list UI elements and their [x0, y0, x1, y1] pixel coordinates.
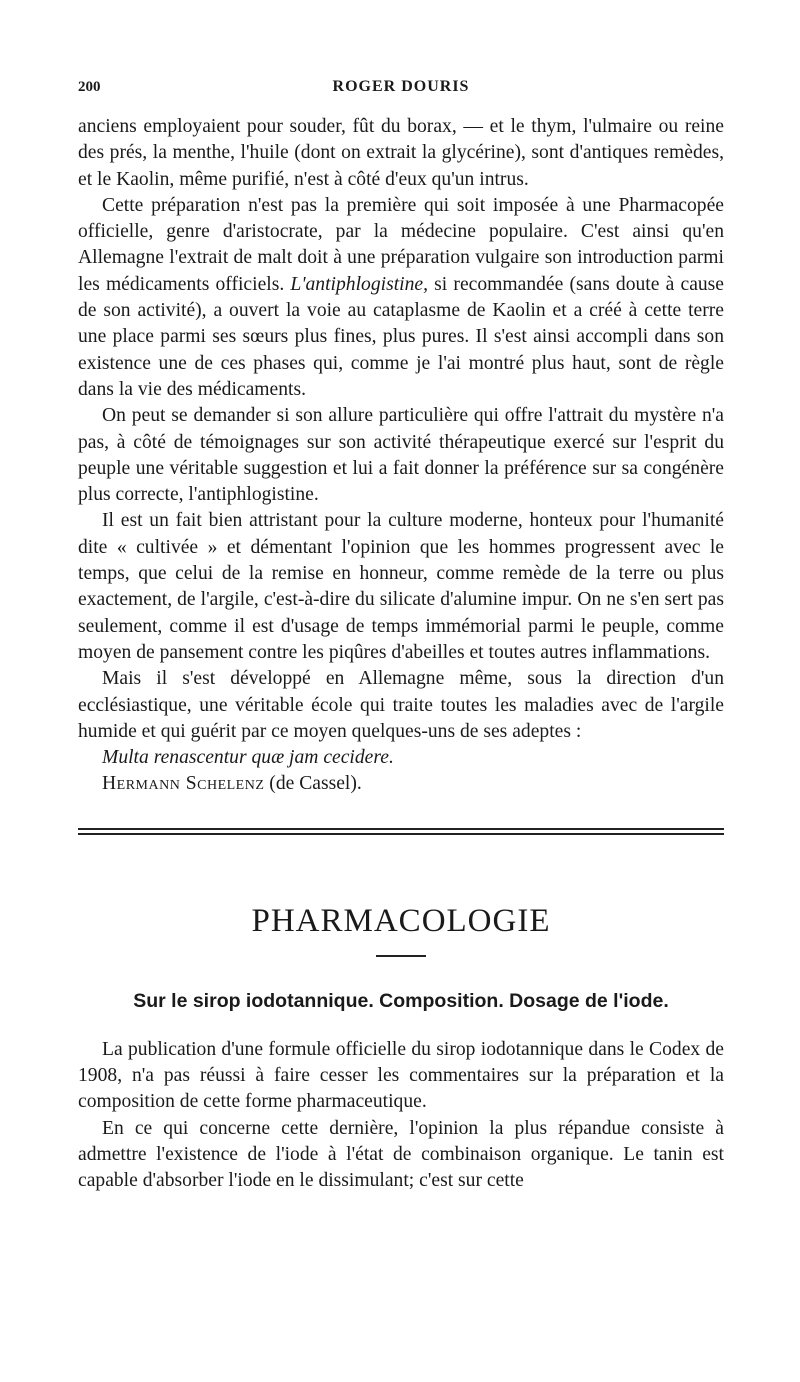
page-number: 200: [78, 79, 101, 95]
signature-place: (de Cassel).: [264, 773, 362, 795]
running-title: ROGER DOURIS: [332, 78, 470, 95]
paragraph: La publication d'une formule officielle du sirop iodotannique dans le Codex de 1908, n'a pas réussi à faire cesser les commentaires sur la préparation et la composition de cette forme pharmaceutique.: [78, 1038, 724, 1113]
paragraph-text: Cette préparation n'est pas la première qui soit imposée à une Pharmacopée officielle, genre d'aristocrate, par la médecine populaire. C'est ainsi qu'en Allemagne l'extrait de malt doit à une préparation vulgaire son introduction parmi les médicaments officiels.: [78, 194, 724, 295]
page: [78, 76, 724, 1195]
italic-term-after: si: [427, 273, 448, 295]
paragraph: Mais il s'est développé en Allemagne même, sous la direction d'un ecclésiastique, une véritable école qui traite toutes les maladies avec de l'argile humide et qui guérit par ce moyen quelques-uns de ses adeptes :: [78, 668, 724, 742]
short-rule-divider: [376, 955, 426, 957]
article-body: [78, 1037, 724, 1195]
article-title: Sur le sirop iodotannique. Composition. Dosage de l'iode.: [133, 989, 669, 1012]
paragraph: Il est un fait bien attristant pour la culture moderne, honteux pour l'humanité dite « cultivée » et démentant l'opinion que les hommes progressent avec le temps, que celui de la remise en honneur, comme remède de la terre ou plus exactement, de l'argile, c'est-à-dire du silicate d'alumine impur. On ne s'en sert pas seulement, comme il est d'usage de temps immémorial parmi le peuple, comme moyen de pansement contre les piqûres d'abeilles et toutes autres inflammations.: [78, 510, 724, 663]
latin-quote: Multa renascentur quæ jam cecidere.: [102, 747, 394, 769]
section-title: PHARMACOLOGIE: [251, 902, 551, 939]
running-head: [78, 76, 724, 98]
paragraph: [78, 193, 724, 403]
paragraph: anciens employaient pour souder, fût du borax, — et le thym, l'ulmaire ou reine des prés, la menthe, l'huile (dont on extrait la glycérine), sont d'antiques remèdes, et le Kaolin, même purifié, n'est à côté d'eux qu'un intrus.: [78, 116, 724, 190]
italic-term: L'antiphlogistine,: [290, 273, 428, 295]
paragraph-text: recommandée (sans doute à cause de son activité), a ouvert la voie au cataplasme de Kaolin et a créé à cette terre une place parmi ses sœurs plus fines, plus pures. Il s'est ainsi accompli dans son existence une de ces phases qui, comme je l'ai montré plus haut, sont de règle dans la vie des médicaments.: [78, 273, 725, 400]
double-rule-divider: [78, 828, 724, 835]
paragraph: On peut se demander si son allure particulière qui offre l'attrait du mystère n'a pas, à côté de témoignages sur son activité thérapeutique exercé sur l'esprit du peuple une véritable suggestion et lui a fait donner la préférence sur sa congénère plus correcte, l'antiphlogistine.: [78, 405, 724, 506]
signature: [78, 771, 724, 797]
paragraph: En ce qui concerne cette dernière, l'opinion la plus répandue consiste à admettre l'existence de l'iode à l'état de combinaison organique. Le tanin est capable d'absorber l'iode en le dissimulant; c'est sur cette: [78, 1117, 724, 1192]
previous-article-body: [78, 114, 724, 798]
signature-name: Hermann Schelenz: [102, 773, 265, 795]
